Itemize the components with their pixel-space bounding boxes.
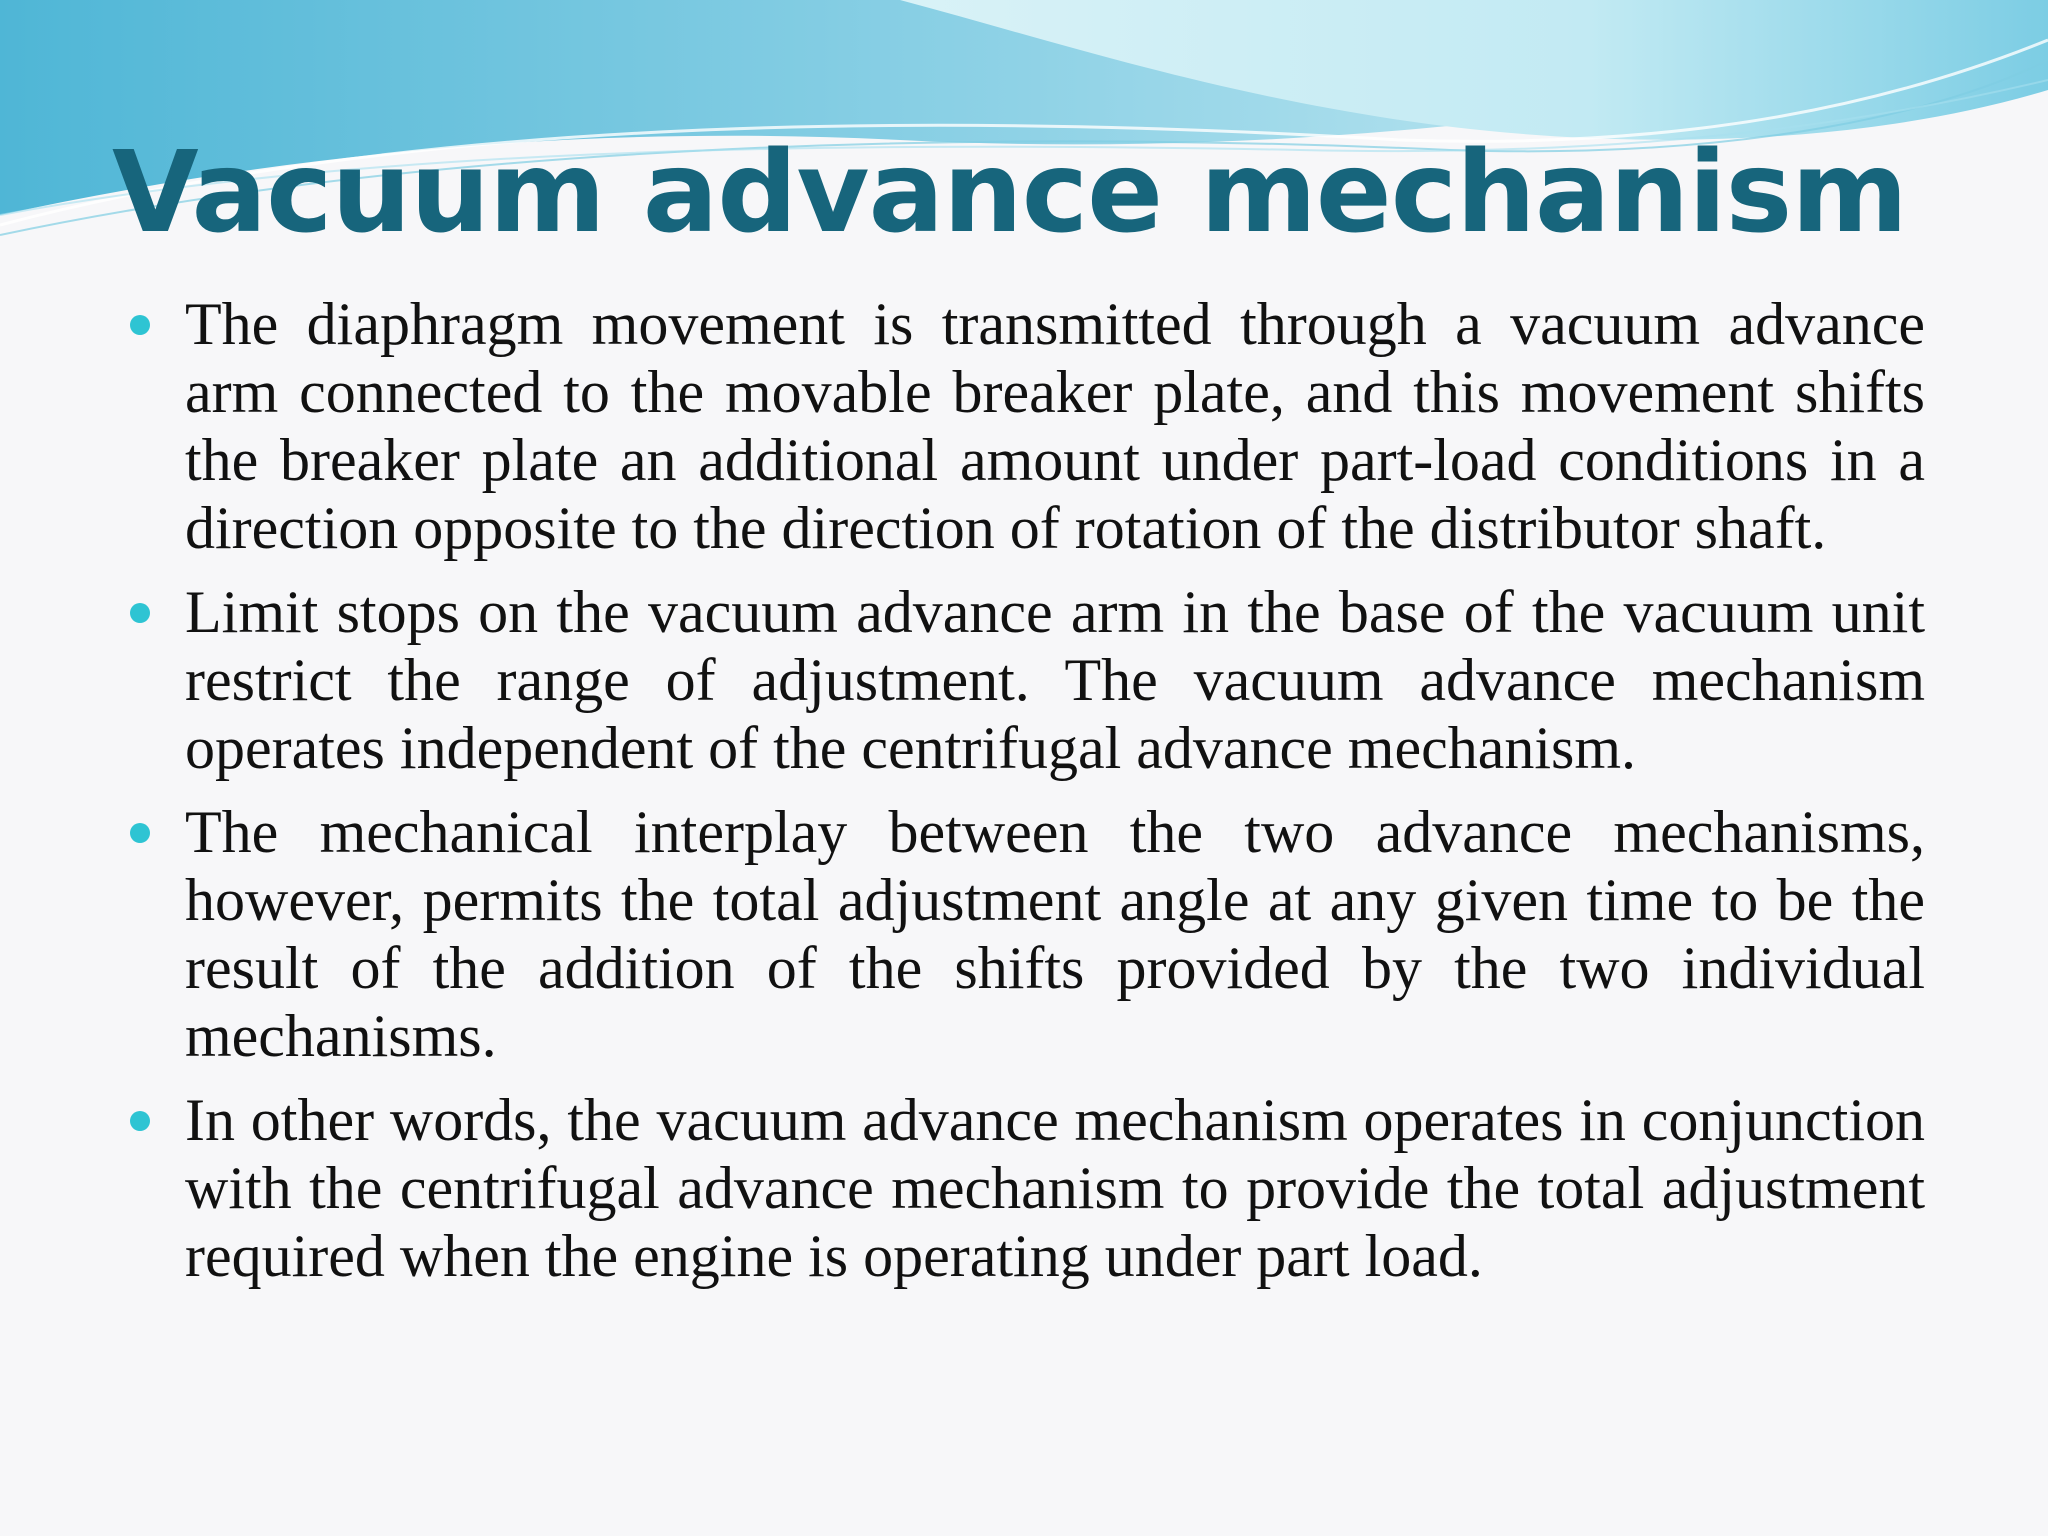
bullet-text: The diaphragm movement is transmitted through a vacuum advance arm connected to the movable breaker plate, and this movement shifts the breaker plate an additional amount under part-load conditions in a direction opposite to the direction of rotation of the distributor shaft. bbox=[185, 291, 1925, 561]
bullet-marker-icon bbox=[130, 315, 150, 335]
bullet-marker-icon bbox=[130, 823, 150, 843]
bullet-item bbox=[130, 290, 1925, 562]
bullet-marker-icon bbox=[130, 603, 150, 623]
bullet-item bbox=[130, 798, 1925, 1070]
bullet-item bbox=[130, 1086, 1925, 1290]
slide-title: Vacuum advance mechanism bbox=[112, 128, 1907, 258]
bullet-text: The mechanical interplay between the two advance mechanisms, however, permits the total adjustment angle at any given time to be the result of the addition of the shifts provided by the two individual mechanisms. bbox=[185, 799, 1925, 1069]
bullet-marker-icon bbox=[130, 1111, 150, 1131]
bullet-text: In other words, the vacuum advance mechanism operates in conjunction with the centrifugal advance mechanism to provide the total adjustment required when the engine is operating under part load. bbox=[185, 1087, 1925, 1289]
bullet-text: Limit stops on the vacuum advance arm in the base of the vacuum unit restrict the range of adjustment. The vacuum advance mechanism operates independent of the centrifugal advance mechanism. bbox=[185, 579, 1925, 781]
bullet-item bbox=[130, 578, 1925, 782]
bullet-list bbox=[130, 290, 1925, 1306]
